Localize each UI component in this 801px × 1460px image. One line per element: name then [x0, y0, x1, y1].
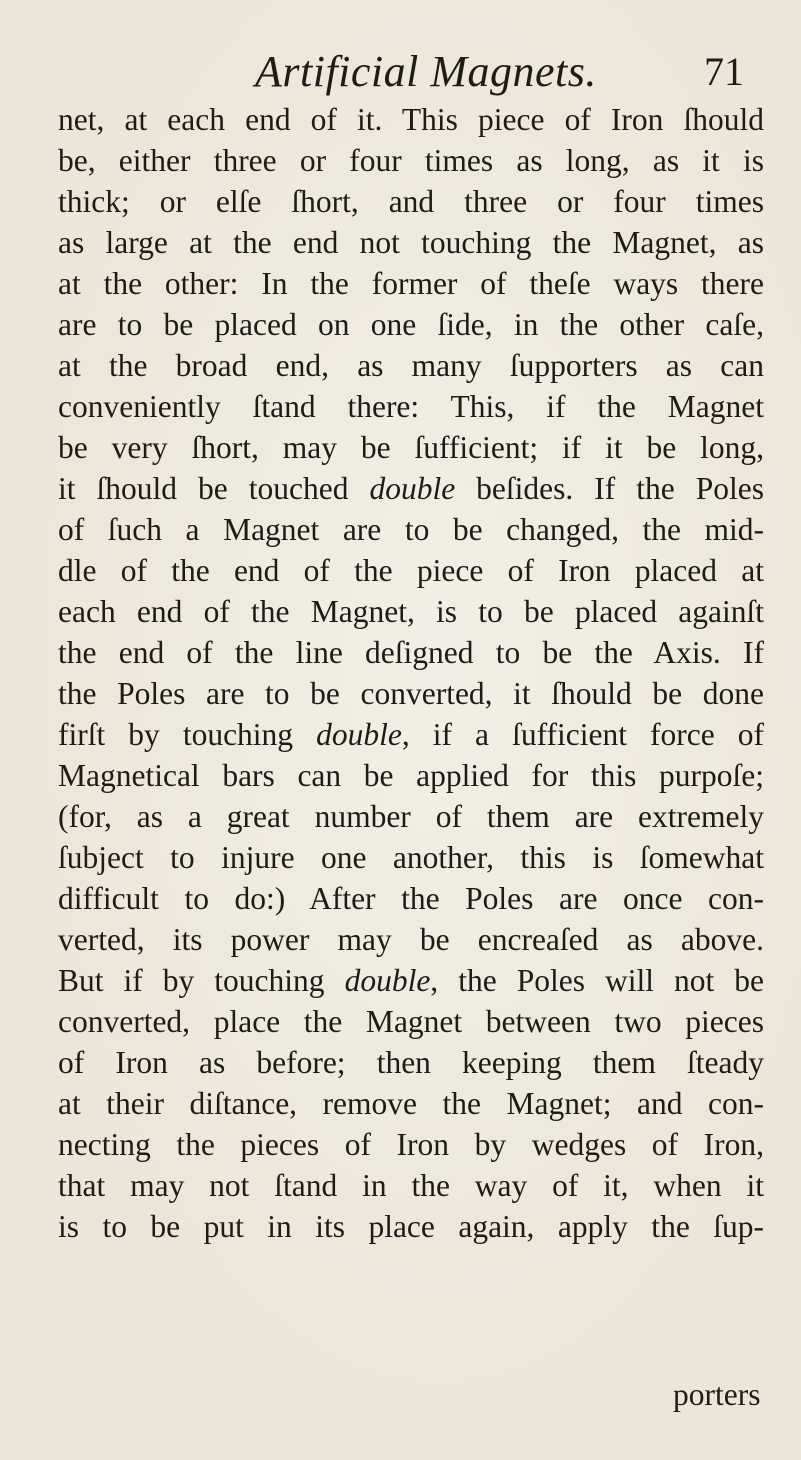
text-segment: the end of the line deſigned to be the Axis. If: [58, 635, 764, 670]
text-segment: at their diſtance, remove the Magnet; and con-: [58, 1086, 764, 1121]
text-line: [58, 1206, 764, 1247]
text-line: [58, 878, 764, 919]
text-segment: the Poles are to be converted, it ſhould be done: [58, 676, 764, 711]
text-segment: at the broad end, as many ſupporters as can: [58, 348, 764, 383]
text-line: [58, 1124, 764, 1165]
text-segment: difficult to do:) After the Poles are once con-: [58, 881, 764, 916]
text-segment: verted, its power may be encreaſed as above.: [58, 922, 764, 957]
text-line: [58, 427, 764, 468]
text-segment: necting the pieces of Iron by wedges of Iron,: [58, 1127, 764, 1162]
text-segment: thick; or elſe ſhort, and three or four times: [58, 184, 764, 219]
text-segment: is to be put in its place again, apply the ſup-: [58, 1209, 764, 1244]
text-segment: that may not ſtand in the way of it, when it: [58, 1168, 764, 1203]
text-line: [58, 714, 764, 755]
italic-word: double: [344, 963, 431, 998]
running-head: [0, 44, 801, 100]
text-line: [58, 1165, 764, 1206]
text-line: [58, 304, 764, 345]
text-segment: each end of the Magnet, is to be placed againſt: [58, 594, 764, 629]
italic-word: double: [369, 471, 456, 506]
text-line: [58, 140, 764, 181]
text-segment: at the other: In the former of theſe ways there: [58, 266, 764, 301]
text-line: [58, 673, 764, 714]
text-segment: beſides. If the Poles: [455, 471, 765, 506]
text-line: [58, 263, 764, 304]
text-line: [58, 796, 764, 837]
text-line: [58, 550, 764, 591]
catchword: porters: [673, 1377, 761, 1412]
text-segment: ſubject to injure one another, this is ſomewhat: [58, 840, 764, 875]
text-segment: conveniently ſtand there: This, if the Magnet: [58, 389, 764, 424]
text-line: [58, 591, 764, 632]
text-line: [58, 632, 764, 673]
text-segment: , the Poles will not be: [430, 963, 764, 998]
running-head-title: Artificial Magnets.: [255, 47, 597, 96]
text-line: [58, 181, 764, 222]
text-line: [58, 919, 764, 960]
text-segment: , if a ſufficient force of: [401, 717, 764, 752]
text-segment: be, either three or four times as long, as it is: [58, 143, 764, 178]
text-line: [58, 837, 764, 878]
text-segment: of Iron as before; then keeping them ſteady: [58, 1045, 764, 1080]
text-line: [58, 222, 764, 263]
body-text: [58, 99, 764, 1247]
text-segment: are to be placed on one ſide, in the other caſe,: [58, 307, 764, 342]
text-line: [58, 345, 764, 386]
text-line: [58, 99, 764, 140]
text-line: [58, 1083, 764, 1124]
text-line: [58, 960, 764, 1001]
text-line: [58, 755, 764, 796]
text-segment: it ſhould be touched: [58, 471, 370, 506]
italic-word: double: [316, 717, 402, 752]
text-segment: converted, place the Magnet between two pieces: [58, 1004, 764, 1039]
text-line: [58, 386, 764, 427]
text-line: [58, 468, 764, 509]
text-line: [58, 1042, 764, 1083]
text-segment: But if by touching: [58, 963, 345, 998]
page-number: 71: [704, 49, 744, 94]
text-segment: be very ſhort, may be ſufficient; if it be long,: [58, 430, 764, 465]
text-segment: net, at each end of it. This piece of Iron ſhould: [58, 102, 764, 137]
text-segment: (for, as a great number of them are extremely: [58, 799, 764, 834]
text-line: [58, 1001, 764, 1042]
text-segment: firſt by touching: [58, 717, 317, 752]
text-segment: Magnetical bars can be applied for this purpoſe;: [58, 758, 764, 793]
text-segment: dle of the end of the piece of Iron placed at: [58, 553, 764, 588]
text-segment: of ſuch a Magnet are to be changed, the mid-: [58, 512, 764, 547]
text-segment: as large at the end not touching the Magnet, as: [58, 225, 764, 260]
text-line: [58, 509, 764, 550]
